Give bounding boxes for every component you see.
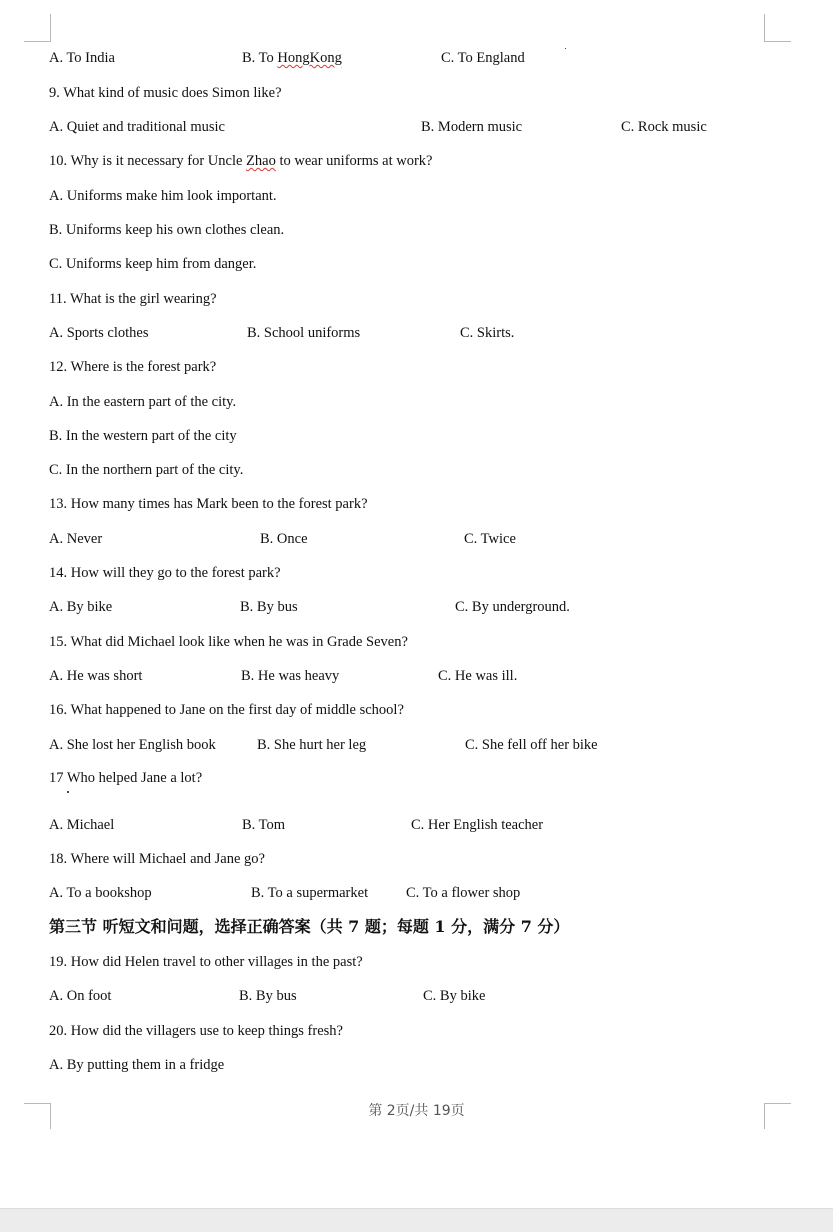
crop-mark-top-right-h (764, 41, 791, 42)
question-text: A. By putting them in a fridge (49, 1057, 225, 1073)
answer-option: A. On foot (49, 988, 112, 1004)
question-text: 12. Where is the forest park? (49, 359, 217, 375)
answer-option: B. Modern music (421, 119, 523, 135)
answer-option: A. Quiet and traditional music (49, 119, 225, 135)
answer-option: B. To HongKong (242, 50, 342, 66)
answer-option: A. Sports clothes (49, 325, 149, 341)
answer-option: C. By underground. (455, 599, 570, 615)
crop-mark-top-left-v (50, 14, 51, 42)
answer-option: B. Tom (242, 817, 286, 833)
answer-option: C. To a flower shop (406, 885, 521, 901)
question-text: A. Uniforms make him look important. (49, 188, 277, 204)
answer-option: C. She fell off her bike (465, 737, 598, 753)
question-text: B. In the western part of the city (49, 428, 237, 444)
answer-option: B. By bus (239, 988, 297, 1004)
question-text: 10. Why is it necessary for Uncle Zhao to wear uniforms at work? (49, 153, 433, 169)
question-text: 20. How did the villagers use to keep things fresh? (49, 1023, 343, 1039)
answer-option: B. By bus (240, 599, 298, 615)
stray-mark (565, 48, 566, 49)
stray-mark (67, 791, 69, 793)
answer-option: B. Once (260, 531, 308, 547)
question-text: 18. Where will Michael and Jane go? (49, 851, 265, 867)
question-text: 11. What is the girl wearing? (49, 291, 217, 307)
answer-option: B. He was heavy (241, 668, 340, 684)
answer-option: A. Michael (49, 817, 115, 833)
question-text: C. Uniforms keep him from danger. (49, 256, 257, 272)
crop-mark-top-left-h (24, 41, 51, 42)
answer-option: A. Never (49, 531, 103, 547)
answer-option: C. By bike (423, 988, 486, 1004)
question-text: 16. What happened to Jane on the first day of middle school? (49, 702, 404, 718)
question-text: 17 Who helped Jane a lot? (49, 770, 203, 786)
question-text: C. In the northern part of the city. (49, 462, 244, 478)
question-text: 14. How will they go to the forest park? (49, 565, 281, 581)
answer-option: B. School uniforms (247, 325, 361, 341)
answer-option: C. Rock music (621, 119, 707, 135)
answer-option: C. He was ill. (438, 668, 518, 684)
question-text: B. Uniforms keep his own clothes clean. (49, 222, 285, 238)
answer-option: C. Skirts. (460, 325, 515, 341)
answer-option: A. By bike (49, 599, 113, 615)
question-text: 9. What kind of music does Simon like? (49, 85, 282, 101)
answer-option: A. She lost her English book (49, 737, 216, 753)
question-text: 15. What did Michael look like when he was in Grade Seven? (49, 634, 408, 650)
question-text: A. In the eastern part of the city. (49, 394, 237, 410)
question-text: 19. How did Helen travel to other villages in the past? (49, 954, 363, 970)
answer-option: B. She hurt her leg (257, 737, 367, 753)
answer-option: A. To a bookshop (49, 885, 152, 901)
answer-option: C. To England (441, 50, 525, 66)
answer-option: A. To India (49, 50, 115, 66)
answer-option: B. To a supermarket (251, 885, 369, 901)
spellcheck-flagged-word: HongKong (277, 50, 342, 66)
page-footer: 第 2页/共 19页 (368, 1103, 465, 1119)
spellcheck-flagged-word: Zhao (246, 153, 276, 169)
crop-mark-top-right-v (764, 14, 765, 42)
window-bottom-bar (0, 1208, 833, 1232)
answer-option: C. Her English teacher (411, 817, 544, 833)
answer-option: C. Twice (464, 531, 516, 547)
section-heading: 第三节 听短文和问题，选择正确答案（共 7 题；每题 1 分，满分 7 分） (49, 917, 570, 936)
question-text: 13. How many times has Mark been to the forest park? (49, 496, 368, 512)
answer-option: A. He was short (49, 668, 143, 684)
